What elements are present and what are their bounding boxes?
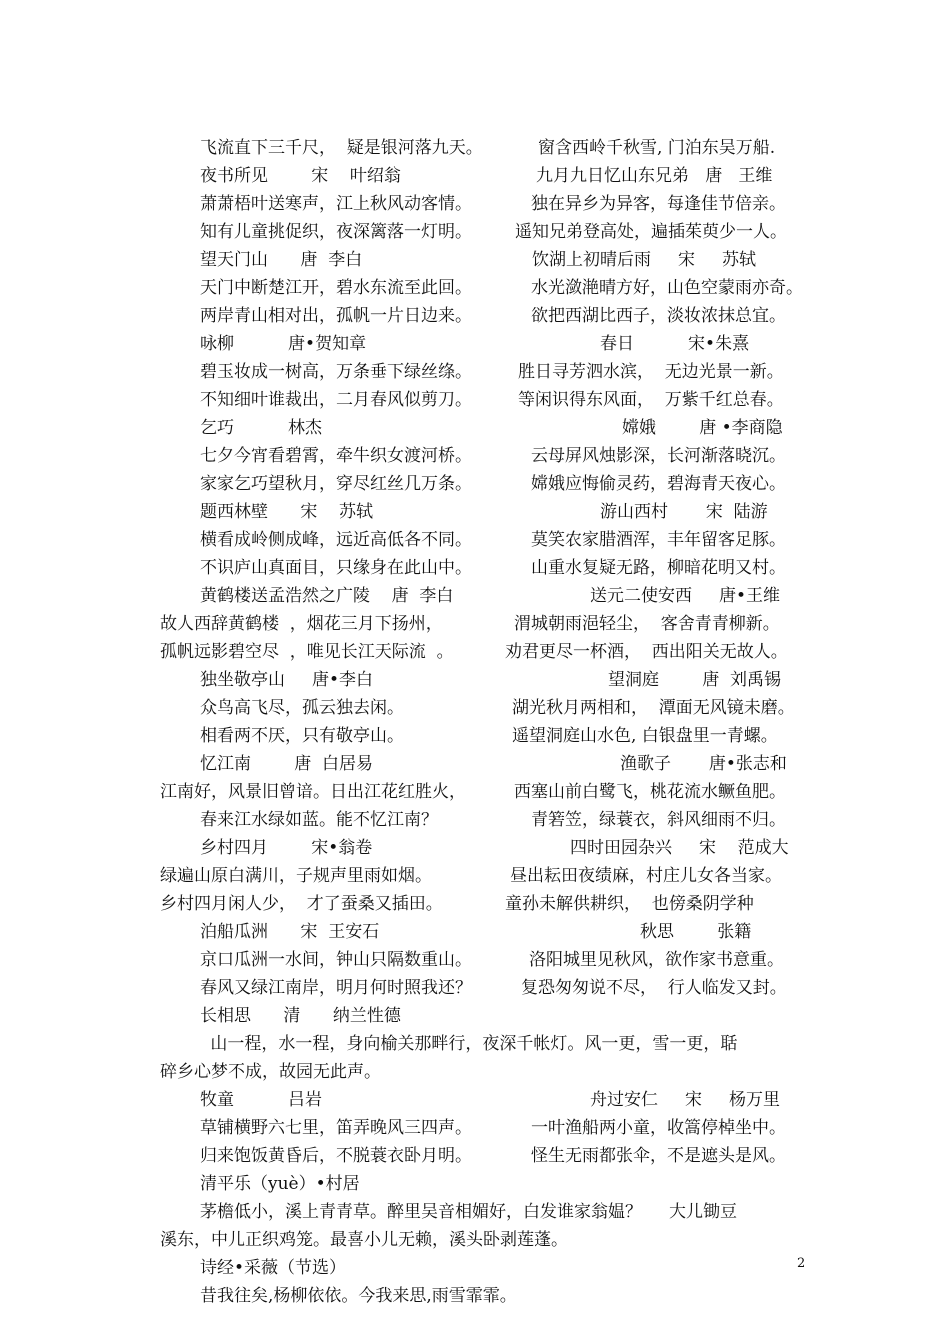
text-line — [0, 274, 950, 302]
line-left-text: 乡村四月 宋•翁卷 — [200, 838, 373, 858]
line-right-text: 秋思 张籍 — [640, 922, 752, 942]
text-line — [0, 162, 950, 190]
text-line — [0, 610, 950, 638]
line-right-text: 复恐匆匆说不尽， 行人临发又封。 — [521, 978, 787, 998]
line-left-text: 江南好，风景旧曾谙。日出江花红胜火， — [160, 782, 466, 802]
text-line — [0, 470, 950, 498]
line-left-text: 清平乐（yuè）•村居 — [200, 1174, 360, 1194]
line-left-text: 乞巧 林杰 — [200, 418, 323, 438]
line-right-text: 舟过安仁 宋 杨万里 — [590, 1090, 781, 1110]
line-right-text: 一叶渔船两小童，收篙停棹坐中。 — [531, 1118, 786, 1138]
text-line — [0, 722, 950, 750]
text-line — [0, 218, 950, 246]
line-left-text: 乡村四月闲人少， 才了蚕桑又插田。 — [160, 894, 443, 914]
line-right-text: 四时田园杂兴 宋 范成大 — [570, 838, 789, 858]
text-line — [0, 554, 950, 582]
line-left-text: 草铺横野六七里，笛弄晚风三四声。 — [200, 1118, 472, 1138]
line-left-text: 归来饱饭黄昏后，不脱蓑衣卧月明。 — [200, 1146, 472, 1166]
line-left-text: 绿遍山原白满川，子规声里雨如烟。 — [160, 866, 432, 886]
line-right-text: 云母屏风烛影深，长河渐落晓沉。 — [531, 446, 786, 466]
line-left-text: 七夕今宵看碧霄，牵牛织女渡河桥。 — [200, 446, 472, 466]
text-line — [0, 1114, 950, 1142]
line-right-text: 嫦娥 唐 •李商隐 — [622, 418, 783, 438]
text-line — [0, 1198, 950, 1226]
line-left-text: 长相思 清 纳兰性德 — [200, 1006, 401, 1026]
text-line — [0, 974, 950, 1002]
line-right-text: 遥知兄弟登高处，遍插茱萸少一人。 — [515, 222, 787, 242]
text-line — [0, 526, 950, 554]
line-right-text: 洛阳城里见秋风，欲作家书意重。 — [529, 950, 784, 970]
line-left-text: 众鸟高飞尽，孤云独去闲。 — [200, 698, 404, 718]
line-right-text: 窗含西岭千秋雪, 门泊东吴万船. — [538, 138, 776, 158]
line-left-text: 春风又绿江南岸，明月何时照我还？ — [200, 978, 472, 998]
text-line — [0, 246, 950, 274]
text-line — [0, 330, 950, 358]
page-number: 2 — [797, 1256, 806, 1271]
text-line — [0, 1058, 950, 1086]
text-line — [0, 414, 950, 442]
line-left-text: 家家乞巧望秋月，穿尽红丝几万条。 — [200, 474, 472, 494]
line-left-text: 黄鹤楼送孟浩然之广陵 唐 李白 — [200, 586, 454, 606]
line-left-text: 萧萧梧叶送寒声，江上秋风动客情。 — [200, 194, 472, 214]
line-right-text: 独在异乡为异客，每逢佳节倍亲。 — [531, 194, 786, 214]
text-line — [0, 750, 950, 778]
line-left-text: 不知细叶谁裁出，二月春风似剪刀。 — [200, 390, 472, 410]
line-left-text: 昔我往矣,杨柳依依。今我来思,雨雪霏霏。 — [200, 1286, 517, 1306]
line-right-text: 春日 宋•朱熹 — [600, 334, 750, 354]
text-line — [0, 862, 950, 890]
line-right-text: 游山西村 宋 陆游 — [600, 502, 768, 522]
text-line — [0, 918, 950, 946]
text-line — [0, 1282, 950, 1310]
text-line — [0, 1030, 950, 1058]
line-left-text: 碧玉妆成一树高，万条垂下绿丝绦。 — [200, 362, 472, 382]
text-line — [0, 890, 950, 918]
text-line — [0, 134, 950, 162]
line-right-text: 胜日寻芳泗水滨， 无边光景一新。 — [518, 362, 784, 382]
line-left-text: 春来江水绿如蓝。能不忆江南？ — [200, 810, 438, 830]
line-right-text: 等闲识得东风面， 万紫千红总春。 — [518, 390, 784, 410]
text-line — [0, 190, 950, 218]
text-line — [0, 806, 950, 834]
text-line — [0, 638, 950, 666]
line-right-text: 昼出耘田夜绩麻，村庄儿女各当家。 — [510, 866, 782, 886]
line-left-text: 夜书所见 宋 叶绍翁 — [200, 166, 401, 186]
line-right-text: 青箬笠，绿蓑衣，斜风细雨不归。 — [531, 810, 786, 830]
text-line — [0, 358, 950, 386]
line-left-text: 京口瓜洲一水间，钟山只隔数重山。 — [200, 950, 472, 970]
line-left-text: 诗经•采薇（节选） — [200, 1258, 347, 1278]
line-right-text: 童孙未解供耕织， 也傍桑阴学种 — [505, 894, 754, 914]
text-line — [0, 1086, 950, 1114]
text-line — [0, 386, 950, 414]
line-left-text: 茅檐低小，溪上青青草。醉里吴音相媚好，白发谁家翁媪？ 大儿锄豆 — [200, 1202, 738, 1222]
line-left-text: 横看成岭侧成峰，远近高低各不同。 — [200, 530, 472, 550]
text-line — [0, 778, 950, 806]
line-right-text: 莫笑农家腊酒浑，丰年留客足豚。 — [531, 530, 786, 550]
text-line — [0, 666, 950, 694]
line-right-text: 饮湖上初晴后雨 宋 苏轼 — [532, 250, 757, 270]
line-left-text: 碎乡心梦不成，故园无此声。 — [160, 1062, 381, 1082]
line-left-text: 牧童 吕岩 — [200, 1090, 323, 1110]
text-line — [0, 1142, 950, 1170]
line-right-text: 山重水复疑无路，柳暗花明又村。 — [531, 558, 786, 578]
line-left-text: 知有儿童挑促织，夜深篱落一灯明。 — [200, 222, 472, 242]
line-right-text: 欲把西湖比西子，淡妆浓抹总宜。 — [531, 306, 786, 326]
line-right-text: 渭城朝雨浥轻尘， 客舍青青柳新。 — [514, 614, 780, 634]
text-line — [0, 302, 950, 330]
line-right-text: 遥望洞庭山水色, 白银盘里一青螺。 — [512, 726, 778, 746]
text-line — [0, 1254, 950, 1282]
text-line — [0, 442, 950, 470]
line-left-text: 飞流直下三千尺， 疑是银河落九天。 — [200, 138, 483, 158]
line-left-text: 故人西辞黄鹤楼 ，烟花三月下扬州， — [160, 614, 443, 634]
line-right-text: 水光潋滟晴方好，山色空蒙雨亦奇。 — [531, 278, 803, 298]
line-left-text: 泊船瓜洲 宋 王安石 — [200, 922, 380, 942]
line-right-text: 九月九日忆山东兄弟 唐 王维 — [536, 166, 773, 186]
line-right-text: 西塞山前白鹭飞，桃花流水鳜鱼肥。 — [514, 782, 786, 802]
line-left-text: 忆江南 唐 白居易 — [200, 754, 374, 774]
text-line — [0, 1170, 950, 1198]
text-line — [0, 946, 950, 974]
line-left-text: 不识庐山真面目，只缘身在此山中。 — [200, 558, 472, 578]
text-line — [0, 1002, 950, 1030]
text-line — [0, 694, 950, 722]
line-right-text: 送元二使安西 唐•王维 — [590, 586, 781, 606]
text-line — [0, 498, 950, 526]
line-right-text: 渔歌子 唐•张志和 — [620, 754, 787, 774]
text-line — [0, 834, 950, 862]
line-left-text: 独坐敬亭山 唐•李白 — [200, 670, 374, 690]
line-left-text: 望天门山 唐 李白 — [200, 250, 363, 270]
line-right-text: 湖光秋月两相和， 潭面无风镜未磨。 — [512, 698, 795, 718]
line-left-text: 溪东，中儿正织鸡笼。最喜小儿无赖，溪头卧剥莲蓬。 — [160, 1230, 568, 1250]
text-line — [0, 1226, 950, 1254]
line-left-text: 相看两不厌，只有敬亭山。 — [200, 726, 404, 746]
line-right-text: 望洞庭 唐 刘禹锡 — [608, 670, 782, 690]
line-left-text: 题西林壁 宋 苏轼 — [200, 502, 374, 522]
line-right-text: 怪生无雨都张伞，不是遮头是风。 — [531, 1146, 786, 1166]
line-left-text: 咏柳 唐•贺知章 — [200, 334, 367, 354]
line-left-text: 孤帆远影碧空尽 ，唯见长江天际流 。 — [160, 642, 454, 662]
line-right-text: 嫦娥应悔偷灵药，碧海青天夜心。 — [531, 474, 786, 494]
line-left-text: 天门中断楚江开，碧水东流至此回。 — [200, 278, 472, 298]
line-left-text: 两岸青山相对出，孤帆一片日边来。 — [200, 306, 472, 326]
text-line — [0, 582, 950, 610]
line-left-text: 山一程，水一程，身向榆关那畔行，夜深千帐灯。风一更，雪一更，聒 — [205, 1034, 738, 1054]
line-right-text: 劝君更尽一杯酒， 西出阳关无故人。 — [505, 642, 788, 662]
